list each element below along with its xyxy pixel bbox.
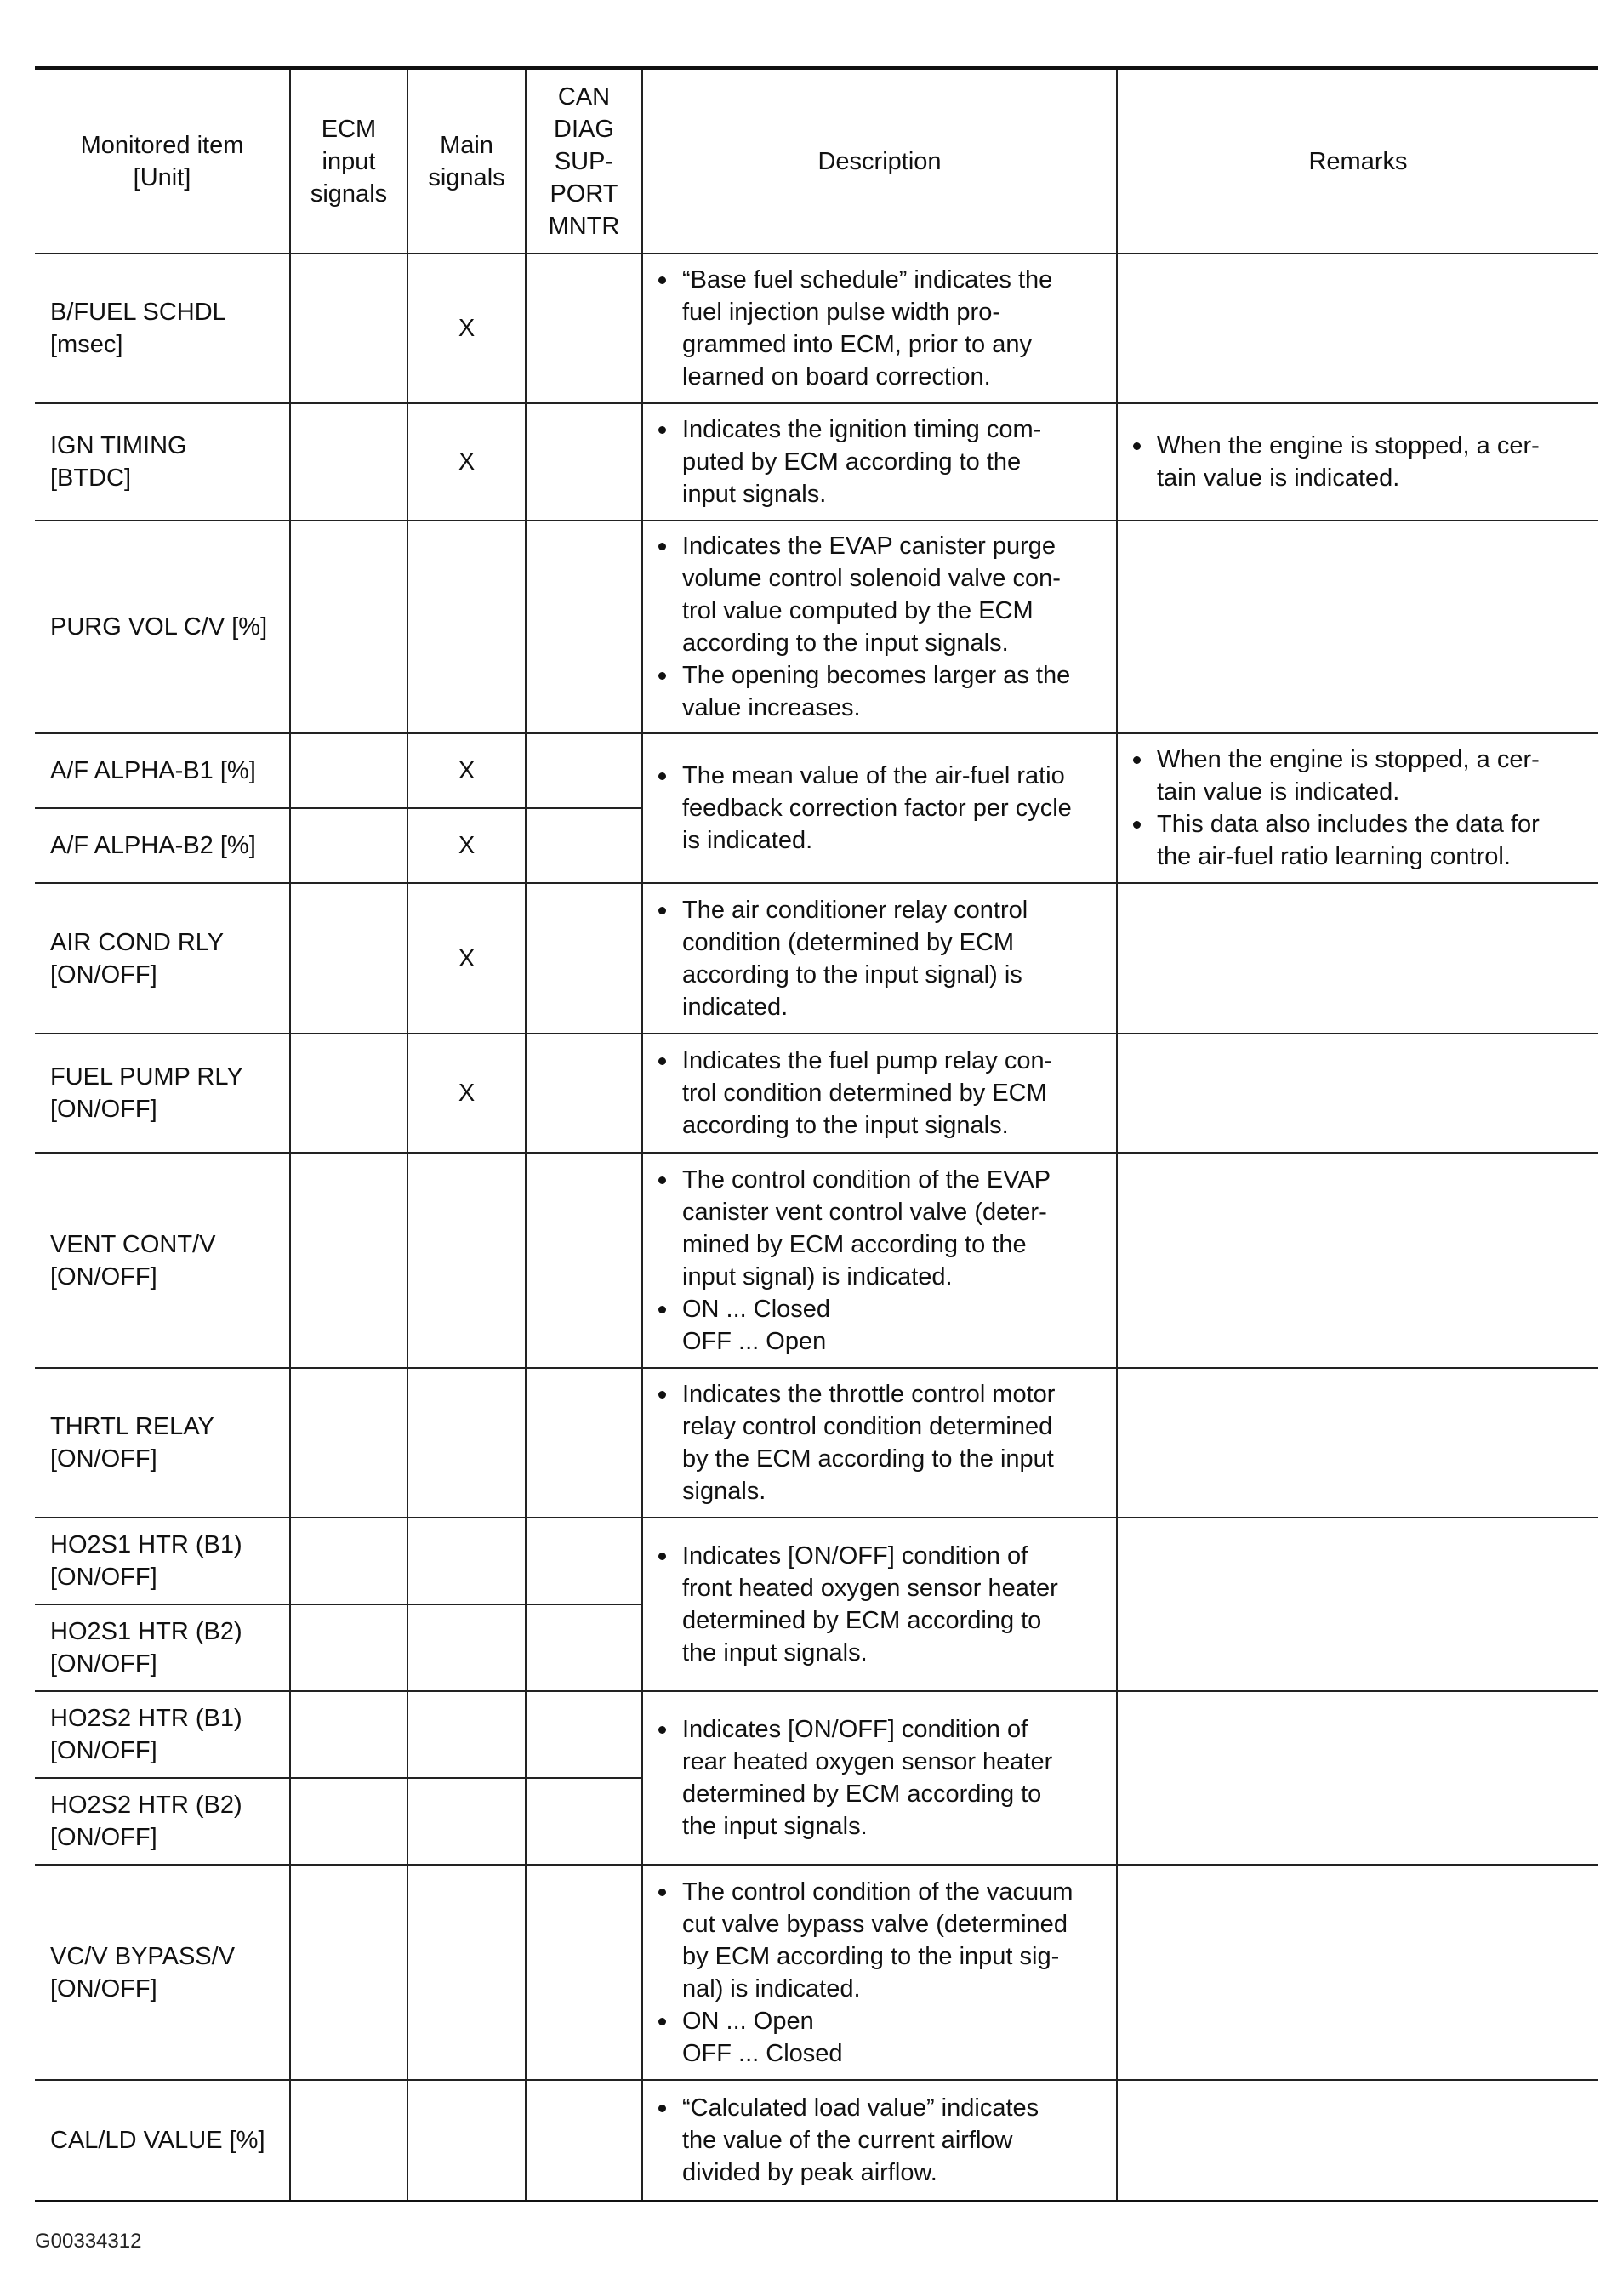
header-description: Description: [642, 68, 1117, 254]
item-cell: PURG VOL C/V [%]: [35, 521, 290, 733]
can-cell: [526, 1368, 642, 1518]
description-bullet: ON ... Closed OFF ... Open: [653, 1293, 1108, 1358]
ecm-cell: [290, 733, 407, 808]
header-can-diag-support-mntr: CAN DIAG SUP- PORT MNTR: [526, 68, 642, 254]
ecm-cell: [290, 2080, 407, 2201]
main-cell: [407, 1368, 526, 1518]
header-main-signals: Main signals: [407, 68, 526, 254]
item-cell: AIR COND RLY [ON/OFF]: [35, 883, 290, 1034]
remarks-cell: [1117, 1153, 1598, 1368]
description-bullet: Indicates the throttle control motor relay control condition determined by the ECM according to the input signals.: [653, 1378, 1108, 1507]
remarks-cell: [1117, 521, 1598, 733]
can-cell: [526, 808, 642, 883]
remarks-bullet: This data also includes the data for the air-fuel ratio learning control.: [1128, 808, 1590, 873]
table-row: [35, 1153, 1598, 1368]
main-cell: [407, 1778, 526, 1865]
figure-id: G00334312: [35, 2230, 142, 2253]
description-bullet: Indicates the ignition timing com- puted by ECM according to the input signals.: [653, 413, 1108, 510]
item-cell: FUEL PUMP RLY [ON/OFF]: [35, 1034, 290, 1153]
can-cell: [526, 1153, 642, 1368]
ecm-cell: [290, 1368, 407, 1518]
remarks-cell: [1117, 883, 1598, 1034]
ecm-cell: [290, 1691, 407, 1778]
description-cell: [642, 1865, 1117, 2080]
ecm-cell: [290, 1518, 407, 1604]
can-cell: [526, 2080, 642, 2201]
remarks-cell: [1117, 403, 1598, 521]
description-cell: [642, 883, 1117, 1034]
main-cell: [407, 1604, 526, 1691]
remarks-cell: [1117, 1368, 1598, 1518]
description-bullet: The mean value of the air-fuel ratio feedback correction factor per cycle is indicated.: [653, 760, 1108, 857]
description-bullet: The control condition of the vacuum cut valve bypass valve (determined by ECM according to the input sig- nal) is indicated.: [653, 1876, 1108, 2005]
ecm-cell: [290, 403, 407, 521]
description-bullet: Indicates the fuel pump relay con- trol condition determined by ECM according to the input signals.: [653, 1045, 1108, 1142]
main-cell: [407, 2080, 526, 2201]
header-ecm-input-signals: ECM input signals: [290, 68, 407, 254]
can-cell: [526, 403, 642, 521]
can-cell: [526, 1865, 642, 2080]
description-cell: [642, 1153, 1117, 1368]
ecm-cell: [290, 1778, 407, 1865]
remarks-list: [1128, 430, 1590, 494]
remarks-list: [1128, 743, 1590, 873]
remarks-bullet: When the engine is stopped, a cer- tain value is indicated.: [1128, 430, 1590, 494]
ecm-cell: [290, 883, 407, 1034]
description-list: [653, 1713, 1108, 1843]
can-cell: [526, 1518, 642, 1604]
item-cell: A/F ALPHA-B1 [%]: [35, 733, 290, 808]
item-cell: B/FUEL SCHDL [msec]: [35, 254, 290, 403]
main-cell: X: [407, 254, 526, 403]
remarks-cell: [1117, 1691, 1598, 1865]
main-cell: X: [407, 403, 526, 521]
main-cell: [407, 521, 526, 733]
main-cell: [407, 1153, 526, 1368]
description-list: [653, 264, 1108, 393]
description-list: [653, 1876, 1108, 2070]
description-bullet: The air conditioner relay control condition (determined by ECM according to the input signal) is indicated.: [653, 894, 1108, 1023]
header-remarks: Remarks: [1117, 68, 1598, 254]
can-cell: [526, 1691, 642, 1778]
ecm-cell: [290, 1604, 407, 1691]
can-cell: [526, 883, 642, 1034]
description-bullet: The control condition of the EVAP canister vent control valve (deter- mined by ECM according to the input signal) is indicated.: [653, 1164, 1108, 1293]
remarks-cell: [1117, 2080, 1598, 2201]
description-list: [653, 1378, 1108, 1507]
table-row: [35, 2080, 1598, 2201]
item-cell: HO2S2 HTR (B2) [ON/OFF]: [35, 1778, 290, 1865]
table-header-row: [35, 68, 1598, 254]
table-row: [35, 883, 1598, 1034]
item-cell: A/F ALPHA-B2 [%]: [35, 808, 290, 883]
header-monitored-item: Monitored item [Unit]: [35, 68, 290, 254]
table-row: [35, 1865, 1598, 2080]
remarks-cell: [1117, 1518, 1598, 1691]
item-cell: THRTL RELAY [ON/OFF]: [35, 1368, 290, 1518]
main-cell: [407, 1865, 526, 2080]
table-row: [35, 521, 1598, 733]
ecm-cell: [290, 1034, 407, 1153]
description-list: [653, 413, 1108, 510]
description-list: [653, 1045, 1108, 1142]
item-cell: VC/V BYPASS/V [ON/OFF]: [35, 1865, 290, 2080]
can-cell: [526, 521, 642, 733]
description-cell: [642, 733, 1117, 883]
description-bullet: “Base fuel schedule” indicates the fuel injection pulse width pro- grammed into ECM, prior to any learned on board correction.: [653, 264, 1108, 393]
description-list: [653, 894, 1108, 1023]
item-cell: CAL/LD VALUE [%]: [35, 2080, 290, 2201]
ecm-cell: [290, 254, 407, 403]
description-cell: [642, 521, 1117, 733]
item-cell: HO2S1 HTR (B2) [ON/OFF]: [35, 1604, 290, 1691]
description-list: [653, 2092, 1108, 2189]
remarks-cell: [1117, 1034, 1598, 1153]
description-cell: [642, 1518, 1117, 1691]
can-cell: [526, 254, 642, 403]
description-cell: [642, 2080, 1117, 2201]
table-row: [35, 1518, 1598, 1604]
table-row: [35, 1368, 1598, 1518]
can-cell: [526, 1604, 642, 1691]
remarks-cell: [1117, 254, 1598, 403]
main-cell: [407, 1691, 526, 1778]
main-cell: X: [407, 1034, 526, 1153]
can-cell: [526, 1034, 642, 1153]
description-cell: [642, 254, 1117, 403]
table-row: [35, 733, 1598, 808]
item-cell: HO2S1 HTR (B1) [ON/OFF]: [35, 1518, 290, 1604]
table-row: [35, 1691, 1598, 1778]
description-list: [653, 1164, 1108, 1358]
ecm-cell: [290, 1865, 407, 2080]
remarks-cell: [1117, 1865, 1598, 2080]
description-bullet: “Calculated load value” indicates the value of the current airflow divided by peak airflow.: [653, 2092, 1108, 2189]
description-list: [653, 1540, 1108, 1669]
description-list: [653, 530, 1108, 724]
main-cell: [407, 1518, 526, 1604]
description-cell: [642, 1691, 1117, 1865]
table-row: [35, 1034, 1598, 1153]
description-cell: [642, 1368, 1117, 1518]
table-row: [35, 254, 1598, 403]
description-cell: [642, 1034, 1117, 1153]
ecm-cell: [290, 521, 407, 733]
remarks-bullet: When the engine is stopped, a cer- tain value is indicated.: [1128, 743, 1590, 808]
can-cell: [526, 733, 642, 808]
monitored-items-table: [35, 66, 1598, 2202]
description-bullet: Indicates the EVAP canister purge volume control solenoid valve con- trol value computed by the ECM according to the input signals.: [653, 530, 1108, 659]
monitor-table-container: [35, 66, 1598, 2202]
main-cell: X: [407, 883, 526, 1034]
remarks-cell: [1117, 733, 1598, 883]
item-cell: HO2S2 HTR (B1) [ON/OFF]: [35, 1691, 290, 1778]
main-cell: X: [407, 733, 526, 808]
item-cell: VENT CONT/V [ON/OFF]: [35, 1153, 290, 1368]
ecm-cell: [290, 808, 407, 883]
main-cell: X: [407, 808, 526, 883]
description-bullet: The opening becomes larger as the value increases.: [653, 659, 1108, 724]
description-cell: [642, 403, 1117, 521]
description-bullet: ON ... Open OFF ... Closed: [653, 2005, 1108, 2070]
description-bullet: Indicates [ON/OFF] condition of front heated oxygen sensor heater determined by ECM according to the input signals.: [653, 1540, 1108, 1669]
item-cell: IGN TIMING [BTDC]: [35, 403, 290, 521]
description-list: [653, 760, 1108, 857]
description-bullet: Indicates [ON/OFF] condition of rear heated oxygen sensor heater determined by ECM according to the input signals.: [653, 1713, 1108, 1843]
table-row: [35, 403, 1598, 521]
ecm-cell: [290, 1153, 407, 1368]
can-cell: [526, 1778, 642, 1865]
